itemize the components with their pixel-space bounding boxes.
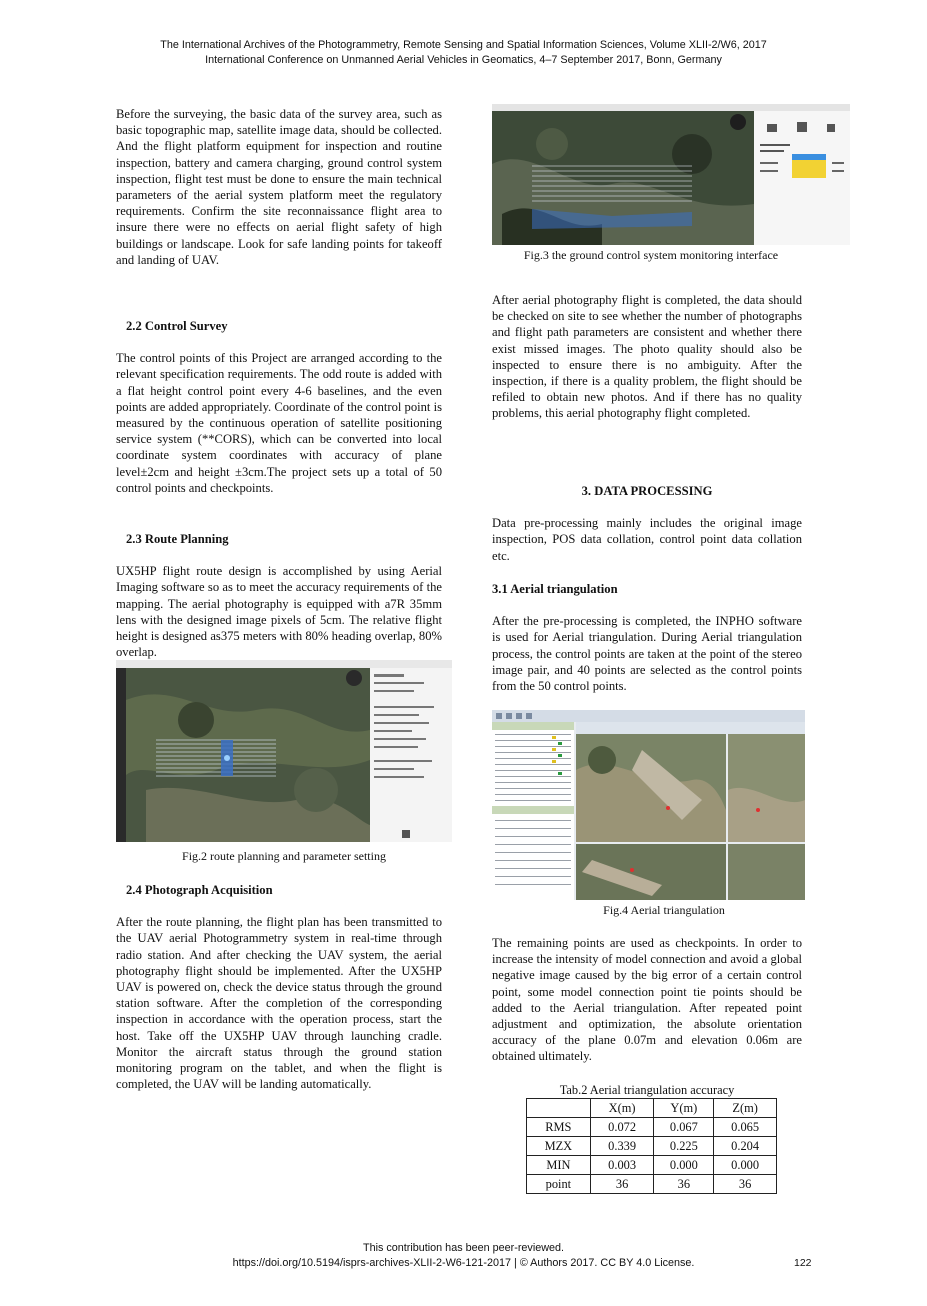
table-cell: 0.339 bbox=[590, 1137, 654, 1156]
section-2-2-title: 2.2 Control Survey bbox=[126, 319, 228, 333]
left-column bbox=[116, 106, 442, 268]
section-2-3-title: 2.3 Route Planning bbox=[126, 532, 229, 546]
section-3 bbox=[492, 483, 802, 564]
table-cell: 0.000 bbox=[714, 1156, 777, 1175]
intro-paragraph: Before the surveying, the basic data of the survey area, such as basic topographic map, satellite image data, should be collected. And the flight platform equipment for inspection and routine inspection, battery and camera charging, ground control system inspection, flight test must be done to ensure the main technical parameters of the aerial system platform meet the regulatory requirements. Confirm the site reconnaissance flight area to insure there were no effects on aerial flight safety of high buildings or landscape. Look for safe landing points for takeoff and landing of UAV. bbox=[116, 107, 442, 267]
figure-3-ground-control bbox=[492, 104, 850, 245]
section-3-1-title: 3.1 Aerial triangulation bbox=[492, 582, 618, 596]
page-header bbox=[0, 38, 927, 68]
table-cell: point bbox=[527, 1175, 591, 1194]
table-cell: 0.225 bbox=[654, 1137, 714, 1156]
table-cell: 0.204 bbox=[714, 1137, 777, 1156]
table-2-caption-wrap bbox=[492, 1083, 802, 1098]
header-line-2: International Conference on Unmanned Aerial Vehicles in Geomatics, 4–7 September 2017, Bonn, Germany bbox=[205, 54, 722, 66]
section-2-2-text: The control points of this Project are arranged according to the relevant specification requirements. The odd route is added with a flat height control point every 4-6 baselines, and the even points are added appropriately. Coordinate of the control point is measured by the continuous operation of satellite positioning service system (**CORS), which can be converted into local coordinate system coordinates with accuracy of plane level±2cm and height ±3cm.The project sets up a total of 50 control points and checkpoints. bbox=[116, 351, 442, 495]
table-header-cell: Y(m) bbox=[654, 1099, 714, 1118]
figure-3-caption-wrap bbox=[492, 248, 810, 263]
section-2-4-title: 2.4 Photograph Acquisition bbox=[126, 883, 273, 897]
table-cell: 36 bbox=[714, 1175, 777, 1194]
remaining-points bbox=[492, 935, 802, 1065]
remaining-points-paragraph: The remaining points are used as checkpoints. In order to increase the intensity of model connection and avoid a global negative image caused by the big error of a certain control point, some model connection point tie points should be added to the Aerial triangulation. After repeated point adjustment and optimization, the absolute orientation accuracy of the plane 0.07m and elevation 0.06m are obtained ultimately. bbox=[492, 936, 802, 1064]
table-cell: 0.072 bbox=[590, 1118, 654, 1137]
figure-2-image bbox=[116, 660, 452, 842]
table-cell: 0.000 bbox=[654, 1156, 714, 1175]
figure-2-route-planning bbox=[116, 660, 452, 842]
figure-3-image bbox=[492, 104, 850, 245]
section-2-3-text: UX5HP flight route design is accomplished by using Aerial Imaging software so as to meet the accuracy requirements of the mapping. The aerial photography is equipped with a7R 35mm lens with the designed image pixels of 5cm. The relative flight height is designed as375 meters with 80% heading overlap, 80% overlap. bbox=[116, 564, 442, 660]
section-3-1 bbox=[492, 581, 802, 694]
accuracy-table bbox=[526, 1098, 777, 1194]
after-flight-paragraph: After aerial photography flight is completed, the data should be checked on site to see whether the number of photographs and flight path parameters are consistent and whether there exist missed images. The photo quality should also be inspected to ensure there is no ambiguity. After the inspection, if there is a quality problem, the flight should be refiled to obtain new photos. And if there has no quality problems, this aerial photography flight completed. bbox=[492, 293, 802, 421]
table-cell: 0.065 bbox=[714, 1118, 777, 1137]
figure-4-caption-wrap bbox=[492, 903, 836, 918]
figure-2-caption-wrap bbox=[116, 849, 452, 864]
table-row bbox=[527, 1118, 777, 1137]
table-cell: 36 bbox=[590, 1175, 654, 1194]
section-2-4 bbox=[116, 882, 442, 1092]
section-3-text: Data pre-processing mainly includes the original image inspection, POS data collation, control point data collation etc. bbox=[492, 516, 802, 563]
table-cell: 0.067 bbox=[654, 1118, 714, 1137]
footer-doi-link[interactable]: https://doi.org/10.5194/isprs-archives-XLII-2-W6-121-2017 | © Authors 2017. CC BY 4.0 License. bbox=[232, 1257, 695, 1269]
section-3-title: 3. DATA PROCESSING bbox=[581, 484, 713, 498]
after-flight-check bbox=[492, 292, 802, 422]
table-cell: MIN bbox=[527, 1156, 591, 1175]
table-header-cell bbox=[527, 1099, 591, 1118]
footer-peer-reviewed: This contribution has been peer-reviewed. bbox=[362, 1242, 565, 1254]
section-3-1-text: After the pre-processing is completed, the INPHO software is used for Aerial triangulation. During Aerial triangulation process, the control points are taken at the point of the stereo image pair, and 40 points are selected as the control points from the 50 control points. bbox=[492, 614, 802, 694]
table-row bbox=[527, 1137, 777, 1156]
section-2-4-text: After the route planning, the flight plan has been transmitted to the UAV aerial Photogrammetry system in real-time through radio station. And after checking the UAV system, the aerial photography flight should be implemented. After the UX5HP UAV is powered on, check the device status through the ground station software. After the completion of the corresponding inspection in accordance with the operation process, start the host. Take off the UX5HP UAV through launching cradle. Monitor the aircraft status through the ground station monitoring program on the tablet, and when the flight is completed, the UAV will be landing automatically. bbox=[116, 915, 442, 1092]
section-2-2 bbox=[116, 318, 442, 496]
figure-3-caption: Fig.3 the ground control system monitoring interface bbox=[523, 248, 779, 262]
table-cell: 36 bbox=[654, 1175, 714, 1194]
page-number: 122 bbox=[794, 1257, 812, 1269]
figure-4-image bbox=[492, 710, 805, 900]
table-header-cell: X(m) bbox=[590, 1099, 654, 1118]
table-2-caption: Tab.2 Aerial triangulation accuracy bbox=[559, 1083, 735, 1097]
table-header-row bbox=[527, 1099, 777, 1118]
table-cell: MZX bbox=[527, 1137, 591, 1156]
header-line-1: The International Archives of the Photogrammetry, Remote Sensing and Spatial Information Sciences, Volume XLII-2/W6, 2017 bbox=[160, 39, 767, 51]
table-cell: RMS bbox=[527, 1118, 591, 1137]
table-row bbox=[527, 1175, 777, 1194]
figure-4-caption: Fig.4 Aerial triangulation bbox=[603, 903, 725, 917]
section-2-3 bbox=[116, 531, 442, 660]
table-row bbox=[527, 1156, 777, 1175]
table-header-cell: Z(m) bbox=[714, 1099, 777, 1118]
figure-4-aerial-triangulation bbox=[492, 710, 805, 900]
figure-2-caption: Fig.2 route planning and parameter setting bbox=[182, 849, 386, 863]
table-cell: 0.003 bbox=[590, 1156, 654, 1175]
